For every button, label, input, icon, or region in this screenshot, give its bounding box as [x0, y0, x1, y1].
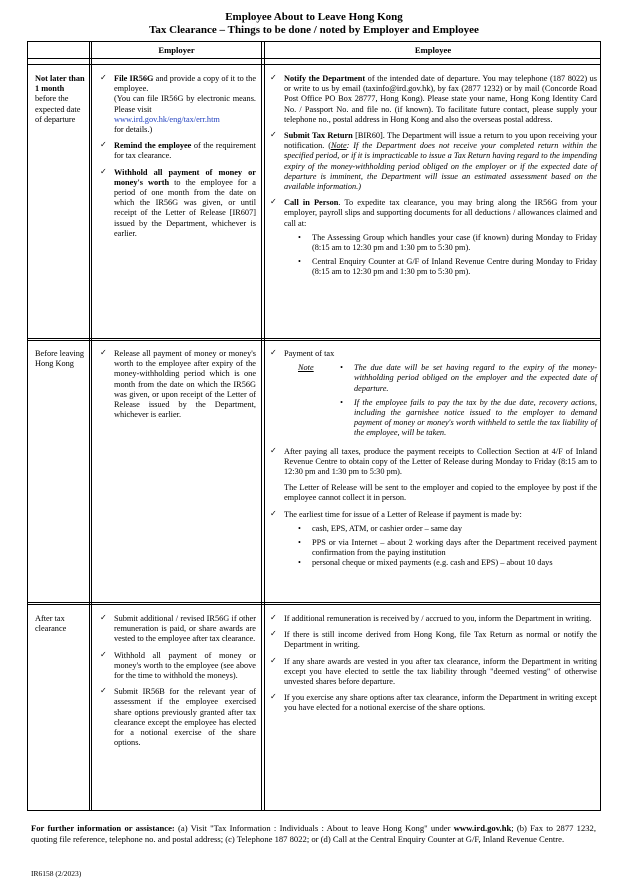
employee-column-header: Employee — [414, 45, 452, 55]
check-icon: ✓ — [100, 686, 107, 696]
column-divider — [261, 42, 262, 810]
bullet-icon: • — [298, 538, 301, 548]
list-item: ✓ The earliest time for issue of a Letter of Release if payment is made by: • cash, EPS, ATM, or cashier order – same day • PPS or via Internet – about 2 working days after the Department received payment confirmation from the paying institution • personal cheque or mixed payments (e.g. cash and EPS) – about 10 days — [270, 508, 597, 568]
check-icon: ✓ — [100, 649, 107, 659]
column-divider — [264, 42, 265, 810]
ird-website-link[interactable]: www.ird.gov.hk — [453, 823, 512, 833]
employer-cell-row3 — [100, 614, 256, 754]
employer-cell-row1 — [100, 74, 256, 245]
check-icon: ✓ — [270, 692, 277, 702]
employee-cell-row1 — [270, 74, 597, 284]
bullet-icon: • — [340, 363, 343, 373]
list-item: ✓ Submit additional / revised IR56G if other remuneration is paid, or share awards are vested to the employee after tax clearance. — [100, 613, 256, 644]
check-icon: ✓ — [100, 140, 107, 150]
err-link[interactable]: www.ird.gov.hk/eng/tax/err.htm — [114, 114, 220, 124]
bullet-icon: • — [340, 397, 343, 407]
check-icon: ✓ — [270, 629, 277, 639]
list-item: ✓ After paying all taxes, produce the payment receipts to Collection Section at 4/F of Inland Revenue Centre to obtain copy of the Letter of Release during Monday to Friday (8:15 am to 12:30 pm and 1:30 pm to 5:30 pm). The Letter of Release will be sent to the employer and copied to the employee by post if the employee cannot collect it in person. — [270, 445, 597, 503]
check-icon: ✓ — [270, 655, 277, 665]
check-icon: ✓ — [100, 166, 107, 176]
bullet-item: • personal cheque or mixed payments (e.g. cash and EPS) – about 10 days — [298, 558, 553, 568]
check-icon: ✓ — [270, 613, 277, 622]
list-item: ✓ Release all payment of money or money's worth to the employee after expiry of the money-withholding period which is one month from the date on which the IR56G was given, or upon receipt of the Letter of Release issued by the Department, whichever is earlier. — [100, 348, 256, 420]
page-title: Employee About to Leave Hong Kong Tax Clearance – Things to be done / noted by Employer and Employee — [149, 11, 479, 37]
list-item: ✓ Withhold all payment of money or money's worth to the employee (see above for the time to withhold the moneys). — [100, 649, 256, 681]
employer-cell-row2 — [100, 349, 256, 426]
check-icon: ✓ — [100, 348, 107, 357]
check-icon: ✓ — [100, 73, 107, 82]
bullet-item: • Central Enquiry Counter at G/F of Inland Revenue Centre during Monday to Friday (8:15 am to 12:30 pm and 1:30 pm to 5:30 pm). — [298, 257, 597, 277]
list-item: ✓ If additional remuneration is received by / accrued to you, inform the Department in writing. — [270, 613, 592, 623]
employee-cell-row3 — [270, 614, 597, 720]
employer-column-header: Employer — [158, 45, 195, 55]
check-icon: ✓ — [100, 613, 107, 622]
check-icon: ✓ — [270, 130, 277, 140]
note-block: Note • The due date will be set having regard to the expiry of the money-withholding period obliged on the employer and the expected date of departure. • If the employee fails to pay the tax by the due date, recovery actions, including the garnishee notice issued to the employer to demand payment of money or money's worth withheld to settle the tax liability of the employee, will be taken. — [298, 363, 597, 438]
check-icon: ✓ — [270, 73, 277, 82]
list-item: ✓ Remind the employee of the requirement for tax clearance. — [100, 140, 256, 161]
stage-label-row1: Not later than 1 month before the expected date of departure — [35, 74, 85, 124]
list-item: ✓ Call in Person. To expedite tax clearance, you may bring along the IR56G from your employer, payroll slips and supporting documents for all deductions / allowances claimed and call at: • The Assessing Group which handles your case (if known) during Monday to Friday (8:15 am to 12:30 pm and 1:30 pm to 5:30 pm). • Central Enquiry Counter at G/F of Inland Revenue Centre during Monday to Friday (8:15 am to 12:30 pm and 1:30 pm to 5:30 pm). — [270, 197, 598, 277]
bullet-icon: • — [298, 257, 301, 267]
bullet-icon: • — [298, 523, 301, 533]
row-divider — [28, 338, 600, 341]
row-divider — [28, 602, 600, 605]
column-divider — [89, 42, 92, 810]
list-item: ✓ If there is still income derived from Hong Kong, file Tax Return as normal or notify the Department in writing. — [270, 629, 597, 650]
check-icon: ✓ — [270, 348, 277, 357]
check-icon: ✓ — [270, 197, 277, 207]
list-item: ✓ Submit IR56B for the relevant year of assessment if the employee exercised share options previously granted after tax clearance except the employee has elected for a notional exercise of the share options. — [100, 686, 256, 748]
list-item: ✓ Payment of tax Note • The due date will be set having regard to the expiry of the money-withholding period obliged on the employer and the expected date of departure. • If the employee fails to pay the tax by the due date, recovery actions, including the garnishee notice issued to the employer to demand payment of money or money's worth withheld to settle the tax liability of the employee, will be taken. — [270, 348, 597, 438]
list-item: ✓ File IR56G and provide a copy of it to the employee. (You can file IR56G by electronic means. Please visit www.ird.gov.hk/eng/tax/err.htm for details.) — [100, 73, 257, 135]
check-icon: ✓ — [270, 445, 277, 455]
bullet-item: • The Assessing Group which handles your case (if known) during Monday to Friday (8:15 am to 12:30 pm and 1:30 pm to 5:30 pm). — [298, 232, 597, 253]
check-icon: ✓ — [270, 508, 277, 518]
employee-cell-row2 — [270, 349, 597, 575]
stage-label-row3: After tax clearance — [35, 614, 67, 634]
bullet-item: • PPS or via Internet – about 2 working days after the Department received payment confirmation from the paying institution — [298, 538, 597, 558]
bullet-item: • cash, EPS, ATM, or cashier order – same day — [298, 523, 462, 533]
footer-info: For further information or assistance: (a) Visit "Tax Information : Individuals : About to leave Hong Kong" under www.ird.gov.hk; (b) Fax to 2877 1232, quoting file reference, telephone no. and postal address; (c) Telephone 187 8022; or (d) Call at the Central Enquiry Counter at G/F, Inland Revenue Centre. — [31, 823, 596, 844]
list-item: ✓ If you exercise any share options after tax clearance, inform the Department in writing except you have elected for a notional exercise of the share options. — [270, 692, 597, 713]
header-divider — [28, 64, 600, 65]
bullet-icon: • — [298, 232, 301, 242]
stage-label-row2: Before leaving Hong Kong — [35, 349, 85, 369]
list-item: ✓ Submit Tax Return [BIR60]. The Department will issue a return to you upon receiving your notification. (Note: If the Department does not receive your completed return within the specified period, or if it is impracticable to issue a Tax Return having regard to the impending expiry of the money-withholding period obliged on the employer or if the expected date of departure is imminent, the Department will issue an estimated assessment based on the available information.) — [270, 130, 597, 192]
list-item: ✓ Withhold all payment of money or money's worth to the employee for a period of one month from the date on which the IR56G was given, or until receipt of the Letter of Release [IR607] issued by the Department, whichever is earlier. — [100, 166, 256, 238]
clearance-table — [27, 41, 601, 811]
form-code: IR6158 (2/2023) — [31, 869, 82, 878]
list-item: ✓ If any share awards are vested in you after tax clearance, inform the Department in writing except you have elected to settle the tax liability through "deemed vesting" of otherwise unvested shares before departure. — [270, 655, 597, 687]
bullet-icon: • — [298, 558, 301, 568]
list-item: ✓ Notify the Department of the intended date of departure. You may telephone (187 8022) us or write to us by email (taxinfo@ird.gov.hk), by fax (2877 1232) or by mail (Concorde Road Post Office PO Box 28777, Hong Kong). Please state your name, Hong Kong Identity Card No. / Passport No. and file no. (if known). To facilitate future contact, please supply your telephone no., postal address in Hong Kong and also the overseas postal address. — [270, 73, 598, 124]
header-divider — [28, 58, 600, 59]
